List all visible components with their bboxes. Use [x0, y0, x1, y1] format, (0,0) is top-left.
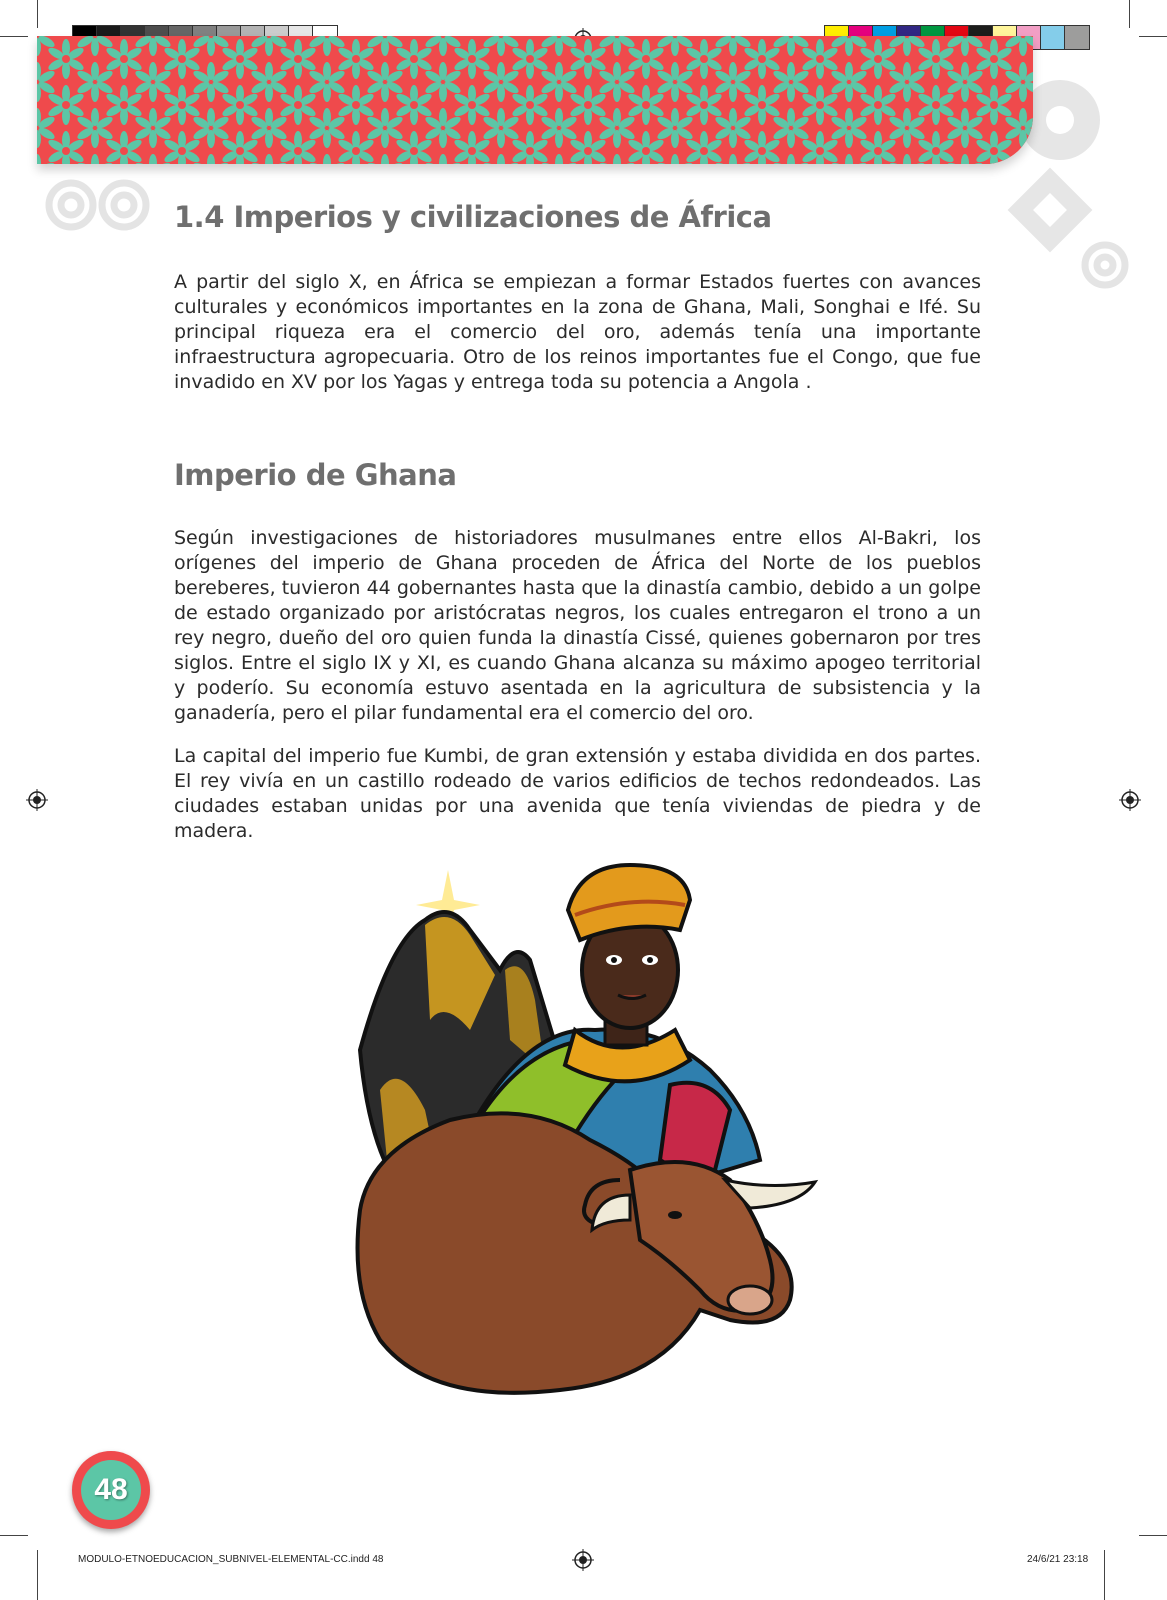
crop-mark [37, 1550, 38, 1600]
decorative-spiral-icon [36, 150, 156, 260]
registration-mark-icon [26, 789, 48, 811]
crop-mark [0, 36, 28, 37]
crop-mark [37, 0, 38, 28]
crop-mark [1139, 1535, 1167, 1536]
crop-mark [1139, 36, 1167, 37]
section-heading: 1.4 Imperios y civilizaciones de África [174, 200, 772, 234]
subsection-heading: Imperio de Ghana [174, 458, 457, 492]
ghana-paragraph-1: Según investigaciones de historiadores musulmanes entre ellos Al-Bakri, los orígenes del imperio de Ghana proceden de África del Norte de los pueblos bereberes, tuvieron 44 gobernantes hasta que la dinastía cambio, debido a un golpe de estado organizado por aristócratas negros, los cuales entregaron el trono a un rey negro, dueño del oro quien funda la dinastía Cissé, quienes gobernaron por tres siglos. Entre el siglo IX y XI, es cuando Ghana alcanza su máximo apogeo territorial y poderío. Su economía estuvo asentada en la agricultura de subsistencia y la ganadería, pero el pilar fundamental era el comercio del oro. [174, 527, 981, 724]
intro-paragraph: A partir del siglo X, en África se empiezan a formar Estados fuertes con avances culturales y económicos importantes en la zona de Ghana, Mali, Songhai e Ifé. Su principal riqueza era el comercio del oro, además tenía una importante infraestructura agropecuaria. Otro de los reinos importantes fue el Congo, que fue invadido en XV por los Yagas y entrega toda su potencia a Angola . [174, 271, 981, 393]
registration-mark-icon [572, 1549, 594, 1571]
page-number-badge [72, 1451, 150, 1529]
slug-datetime: 24/6/21 23:18 [1027, 1554, 1089, 1565]
registration-mark-icon [1119, 789, 1141, 811]
decorative-banner [37, 36, 1033, 164]
slug-filename: MODULO-ETNOEDUCACION_SUBNIVEL-ELEMENTAL-CC.indd 48 [78, 1554, 384, 1565]
page-number: 48 [81, 1460, 141, 1520]
crop-mark [1104, 1550, 1105, 1600]
crop-mark [0, 1535, 28, 1536]
crop-mark [1129, 0, 1130, 28]
ghana-king-illustration [330, 860, 840, 1420]
ghana-paragraph-2: La capital del imperio fue Kumbi, de gran extensión y estaba dividida en dos partes. El rey vivía en un castillo rodeado de varios edificios de techos redondeados. Las ciudades estaban unidas por una avenida que tenía viviendas de piedra y de madera. [174, 745, 981, 842]
